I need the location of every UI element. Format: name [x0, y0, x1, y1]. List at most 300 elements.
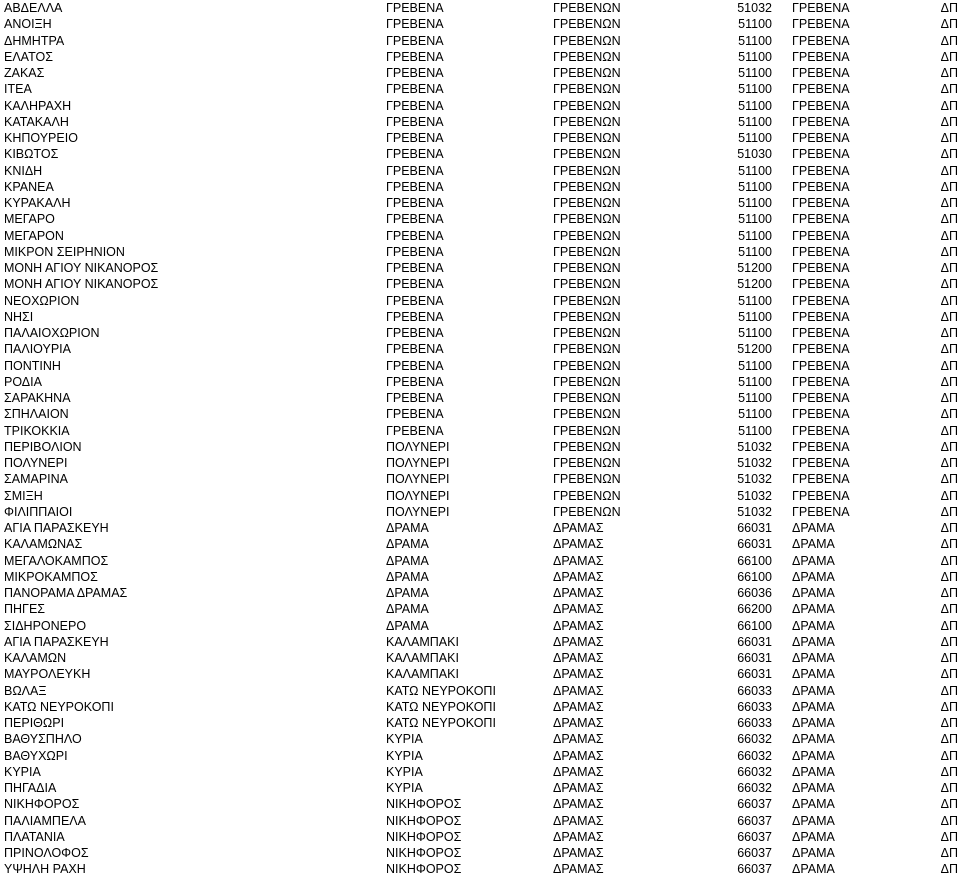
post-office-cell: ΓΡΕΒΕΝΑ: [792, 358, 850, 373]
postal-code-cell: 51032: [737, 456, 772, 470]
office-type-cell: ΔΠ: [940, 326, 958, 340]
locality-name-cell: ΙΤΕΑ: [4, 82, 32, 97]
office-type-cell: ΔΠ: [940, 699, 958, 714]
post-office-cell: ΓΡΕΒΕΝΑ: [792, 66, 850, 80]
locality-name-cell: ΒΑΘΥΧΩΡΙ: [4, 748, 68, 763]
prefecture-cell: ΓΡΕΒΕΝΩΝ: [553, 228, 621, 243]
prefecture-cell: ΓΡΕΒΕΝΩΝ: [553, 391, 621, 405]
prefecture-cell: ΓΡΕΒΕΝΩΝ: [553, 504, 621, 519]
postal-code-cell: 66037: [737, 829, 772, 844]
prefecture-cell: ΔΡΑΜΑΣ: [553, 862, 604, 877]
locality-name-cell: ΝΗΣΙ: [4, 309, 34, 324]
table-row: [0, 65, 960, 81]
postal-code-cell: 51100: [738, 423, 772, 438]
post-office-cell: ΓΡΕΒΕΝΑ: [792, 391, 850, 405]
locality-name-cell: ΚΗΠΟΥΡΕΙΟ: [4, 131, 78, 145]
postal-code-cell: 66037: [737, 862, 772, 877]
municipality-cell: ΓΡΕΒΕΝΑ: [386, 33, 444, 48]
municipality-cell: ΓΡΕΒΕΝΑ: [386, 163, 444, 178]
prefecture-cell: ΓΡΕΒΕΝΩΝ: [553, 342, 621, 357]
prefecture-cell: ΔΡΑΜΑΣ: [553, 781, 604, 795]
locality-name-cell: ΠΟΝΤΙΝΗ: [4, 358, 61, 373]
prefecture-cell: ΓΡΕΒΕΝΩΝ: [553, 374, 621, 389]
prefecture-cell: ΔΡΑΜΑΣ: [553, 683, 604, 698]
locality-name-cell: ΦΙΛΙΠΠΑΙΟΙ: [4, 504, 73, 519]
municipality-cell: ΓΡΕΒΕΝΑ: [386, 1, 444, 15]
office-type-cell: ΔΠ: [940, 98, 958, 113]
prefecture-cell: ΓΡΕΒΕΝΩΝ: [553, 196, 621, 210]
post-office-cell: ΔΡΑΜΑ: [792, 521, 835, 535]
table-row: [0, 731, 960, 747]
office-type-cell: ΔΠ: [940, 456, 958, 470]
table-row: [0, 211, 960, 227]
prefecture-cell: ΓΡΕΒΕΝΩΝ: [553, 179, 621, 194]
prefecture-cell: ΔΡΑΜΑΣ: [553, 699, 604, 714]
postal-code-cell: 51032: [737, 472, 772, 487]
postal-code-cell: 51100: [738, 228, 772, 243]
office-type-cell: ΔΠ: [940, 813, 958, 828]
prefecture-cell: ΓΡΕΒΕΝΩΝ: [553, 114, 621, 129]
post-office-cell: ΓΡΕΒΕΝΑ: [792, 407, 850, 422]
prefecture-cell: ΔΡΑΜΑΣ: [553, 569, 604, 584]
postal-code-cell: 51032: [737, 504, 772, 519]
municipality-cell: ΓΡΕΒΕΝΑ: [386, 342, 444, 357]
municipality-cell: ΓΡΕΒΕΝΑ: [386, 49, 444, 64]
office-type-cell: ΔΠ: [940, 748, 958, 763]
post-office-cell: ΔΡΑΜΑ: [792, 586, 835, 600]
office-type-cell: ΔΠ: [940, 586, 958, 600]
postal-code-cell: 51100: [738, 374, 772, 389]
table-row: [0, 130, 960, 146]
locality-name-cell: ΠΗΓΑΔΙΑ: [4, 781, 57, 795]
office-type-cell: ΔΠ: [940, 163, 958, 178]
municipality-cell: ΓΡΕΒΕΝΑ: [386, 98, 444, 113]
prefecture-cell: ΓΡΕΒΕΝΩΝ: [553, 277, 621, 292]
locality-name-cell: ΠΟΛΥΝΕΡΙ: [4, 456, 68, 470]
postal-code-cell: 66031: [737, 521, 772, 535]
table-row: [0, 569, 960, 585]
office-type-cell: ΔΠ: [940, 374, 958, 389]
prefecture-cell: ΔΡΑΜΑΣ: [553, 829, 604, 844]
office-type-cell: ΔΠ: [940, 1, 958, 15]
municipality-cell: ΓΡΕΒΕΝΑ: [386, 228, 444, 243]
municipality-cell: ΚΑΤΩ ΝΕΥΡΟΚΟΠΙ: [386, 683, 496, 698]
locality-name-cell: ΤΡΙΚΟΚΚΙΑ: [4, 423, 70, 438]
office-type-cell: ΔΠ: [940, 277, 958, 292]
prefecture-cell: ΔΡΑΜΑΣ: [553, 521, 604, 535]
prefecture-cell: ΓΡΕΒΕΝΩΝ: [553, 17, 621, 32]
postal-code-cell: 51100: [738, 33, 772, 48]
municipality-cell: ΚΥΡΙΑ: [386, 748, 423, 763]
locality-name-cell: ΚΥΡΑΚΑΛΗ: [4, 196, 71, 210]
office-type-cell: ΔΠ: [940, 618, 958, 633]
office-type-cell: ΔΠ: [940, 49, 958, 64]
table-row: [0, 764, 960, 780]
municipality-cell: ΔΡΑΜΑ: [386, 618, 429, 633]
table-row: [0, 536, 960, 552]
locality-name-cell: ΡΟΔΙΑ: [4, 374, 42, 389]
postal-code-cell: 66033: [737, 683, 772, 698]
office-type-cell: ΔΠ: [940, 309, 958, 324]
locality-name-cell: ΚΡΑΝΕΑ: [4, 179, 54, 194]
table-row: [0, 861, 960, 877]
table-row: [0, 309, 960, 325]
locality-name-cell: ΑΒΔΕΛΛΑ: [4, 1, 63, 15]
table-row: [0, 98, 960, 114]
post-office-cell: ΓΡΕΒΕΝΑ: [792, 114, 850, 129]
locality-name-cell: ΔΗΜΗΤΡΑ: [4, 33, 65, 48]
municipality-cell: ΚΑΛΑΜΠΑΚΙ: [386, 651, 459, 665]
office-type-cell: ΔΠ: [940, 244, 958, 259]
postal-code-cell: 66032: [737, 732, 772, 747]
locality-name-cell: ΝΕΟΧΩΡΙΟΝ: [4, 293, 80, 308]
locality-name-cell: ΜΙΚΡΟΝ ΣΕΙΡΗΝΙΟΝ: [4, 244, 125, 259]
post-office-cell: ΔΡΑΜΑ: [792, 634, 835, 649]
table-row: [0, 715, 960, 731]
locality-name-cell: ΠΑΛΙΟΥΡΙΑ: [4, 342, 71, 357]
office-type-cell: ΔΠ: [940, 521, 958, 535]
table-row: [0, 163, 960, 179]
prefecture-cell: ΓΡΕΒΕΝΩΝ: [553, 212, 621, 227]
locality-name-cell: ΣΙΔΗΡΟΝΕΡΟ: [4, 618, 87, 633]
municipality-cell: ΓΡΕΒΕΝΑ: [386, 196, 444, 210]
prefecture-cell: ΓΡΕΒΕΝΩΝ: [553, 488, 621, 503]
post-office-cell: ΔΡΑΜΑ: [792, 781, 835, 795]
postal-code-cell: 66036: [737, 586, 772, 600]
postal-code-cell: 66033: [737, 699, 772, 714]
table-row: [0, 553, 960, 569]
office-type-cell: ΔΠ: [940, 764, 958, 779]
office-type-cell: ΔΠ: [940, 732, 958, 747]
office-type-cell: ΔΠ: [940, 179, 958, 194]
prefecture-cell: ΓΡΕΒΕΝΩΝ: [553, 1, 621, 15]
locality-name-cell: ΚΝΙΔΗ: [4, 163, 43, 178]
office-type-cell: ΔΠ: [940, 423, 958, 438]
locality-name-cell: ΜΑΥΡΟΛΕΥΚΗ: [4, 667, 91, 682]
table-row: [0, 618, 960, 634]
municipality-cell: ΚΑΤΩ ΝΕΥΡΟΚΟΠΙ: [386, 699, 496, 714]
office-type-cell: ΔΠ: [940, 716, 958, 730]
municipality-cell: ΓΡΕΒΕΝΑ: [386, 293, 444, 308]
office-type-cell: ΔΠ: [940, 147, 958, 162]
table-row: [0, 33, 960, 49]
post-office-cell: ΔΡΑΜΑ: [792, 748, 835, 763]
municipality-cell: ΠΟΛΥΝΕΡΙ: [386, 439, 450, 454]
locality-name-cell: ΣΜΙΞΗ: [4, 488, 43, 503]
municipality-cell: ΔΡΑΜΑ: [386, 569, 429, 584]
locality-name-cell: ΚΙΒΩΤΟΣ: [4, 147, 59, 162]
municipality-cell: ΔΡΑΜΑ: [386, 553, 429, 568]
postal-code-cell: 66031: [737, 651, 772, 665]
prefecture-cell: ΓΡΕΒΕΝΩΝ: [553, 131, 621, 145]
municipality-cell: ΠΟΛΥΝΕΡΙ: [386, 472, 450, 487]
postal-code-cell: 51100: [738, 114, 772, 129]
municipality-cell: ΓΡΕΒΕΝΑ: [386, 391, 444, 405]
post-office-cell: ΓΡΕΒΕΝΑ: [792, 196, 850, 210]
postal-code-cell: 51100: [738, 49, 772, 64]
table-row: [0, 796, 960, 812]
municipality-cell: ΠΟΛΥΝΕΡΙ: [386, 488, 450, 503]
office-type-cell: ΔΠ: [940, 667, 958, 682]
post-office-cell: ΓΡΕΒΕΝΑ: [792, 504, 850, 519]
table-row: [0, 504, 960, 520]
postal-code-cell: 51100: [738, 358, 772, 373]
municipality-cell: ΝΙΚΗΦΟΡΟΣ: [386, 797, 462, 812]
post-office-cell: ΓΡΕΒΕΝΑ: [792, 472, 850, 487]
postal-code-cell: 51200: [737, 261, 772, 275]
municipality-cell: ΓΡΕΒΕΝΑ: [386, 407, 444, 422]
postal-code-cell: 51100: [738, 163, 772, 178]
prefecture-cell: ΓΡΕΒΕΝΩΝ: [553, 147, 621, 162]
office-type-cell: ΔΠ: [940, 358, 958, 373]
municipality-cell: ΚΑΛΑΜΠΑΚΙ: [386, 634, 459, 649]
prefecture-cell: ΓΡΕΒΕΝΩΝ: [553, 82, 621, 97]
table-row: [0, 520, 960, 536]
office-type-cell: ΔΠ: [940, 33, 958, 48]
office-type-cell: ΔΠ: [940, 829, 958, 844]
office-type-cell: ΔΠ: [940, 504, 958, 519]
postal-code-cell: 51030: [737, 147, 772, 162]
prefecture-cell: ΓΡΕΒΕΝΩΝ: [553, 33, 621, 48]
locality-name-cell: ΖΑΚΑΣ: [4, 66, 45, 80]
municipality-cell: ΚΥΡΙΑ: [386, 781, 423, 795]
table-row: [0, 260, 960, 276]
locality-name-cell: ΣΑΡΑΚΗΝΑ: [4, 391, 71, 405]
office-type-cell: ΔΠ: [940, 114, 958, 129]
prefecture-cell: ΓΡΕΒΕΝΩΝ: [553, 439, 621, 454]
postal-code-cell: 51200: [737, 342, 772, 357]
prefecture-cell: ΔΡΑΜΑΣ: [553, 651, 604, 665]
post-office-cell: ΓΡΕΒΕΝΑ: [792, 326, 850, 340]
prefecture-cell: ΔΡΑΜΑΣ: [553, 667, 604, 682]
prefecture-cell: ΔΡΑΜΑΣ: [553, 716, 604, 730]
postal-code-cell: 51100: [738, 326, 772, 340]
office-type-cell: ΔΠ: [940, 553, 958, 568]
locality-name-cell: ΜΕΓΑΡΟ: [4, 212, 55, 227]
locality-name-cell: ΒΩΛΑΞ: [4, 683, 47, 698]
post-office-cell: ΓΡΕΒΕΝΑ: [792, 293, 850, 308]
table-row: [0, 325, 960, 341]
postal-code-cell: 51032: [737, 488, 772, 503]
office-type-cell: ΔΠ: [940, 781, 958, 795]
office-type-cell: ΔΠ: [940, 488, 958, 503]
prefecture-cell: ΓΡΕΒΕΝΩΝ: [553, 358, 621, 373]
table-row: [0, 488, 960, 504]
postal-code-cell: 66100: [737, 553, 772, 568]
postal-code-cell: 51100: [738, 407, 772, 422]
postal-code-cell: 66037: [737, 846, 772, 860]
prefecture-cell: ΔΡΑΜΑΣ: [553, 618, 604, 633]
postal-code-cell: 66033: [737, 716, 772, 730]
postal-code-cell: 51100: [738, 391, 772, 405]
postal-code-cell: 51100: [738, 98, 772, 113]
prefecture-cell: ΓΡΕΒΕΝΩΝ: [553, 423, 621, 438]
locality-name-cell: ΣΠΗΛΑΙΟΝ: [4, 407, 69, 422]
table-row: [0, 780, 960, 796]
post-office-cell: ΔΡΑΜΑ: [792, 732, 835, 747]
locality-name-cell: ΠΡΙΝΟΛΟΦΟΣ: [4, 846, 89, 860]
postal-code-cell: 66100: [737, 618, 772, 633]
municipality-cell: ΓΡΕΒΕΝΑ: [386, 358, 444, 373]
prefecture-cell: ΓΡΕΒΕΝΩΝ: [553, 309, 621, 324]
postal-code-cell: 51100: [738, 131, 772, 145]
municipality-cell: ΠΟΛΥΝΕΡΙ: [386, 456, 450, 470]
prefecture-cell: ΔΡΑΜΑΣ: [553, 553, 604, 568]
post-office-cell: ΔΡΑΜΑ: [792, 537, 835, 552]
post-office-cell: ΓΡΕΒΕΝΑ: [792, 439, 850, 454]
office-type-cell: ΔΠ: [940, 862, 958, 877]
prefecture-cell: ΔΡΑΜΑΣ: [553, 748, 604, 763]
prefecture-cell: ΓΡΕΒΕΝΩΝ: [553, 472, 621, 487]
locality-name-cell: ΠΑΛΑΙΟΧΩΡΙΟΝ: [4, 326, 100, 340]
office-type-cell: ΔΠ: [940, 228, 958, 243]
postal-code-cell: 51032: [737, 1, 772, 15]
post-office-cell: ΓΡΕΒΕΝΑ: [792, 456, 850, 470]
postal-code-cell: 51200: [737, 277, 772, 292]
prefecture-cell: ΓΡΕΒΕΝΩΝ: [553, 244, 621, 259]
office-type-cell: ΔΠ: [940, 407, 958, 422]
prefecture-cell: ΓΡΕΒΕΝΩΝ: [553, 163, 621, 178]
postal-code-cell: 66031: [737, 634, 772, 649]
locality-name-cell: ΠΗΓΕΣ: [4, 602, 46, 617]
table-row: [0, 439, 960, 455]
municipality-cell: ΔΡΑΜΑ: [386, 537, 429, 552]
post-office-cell: ΔΡΑΜΑ: [792, 813, 835, 828]
prefecture-cell: ΔΡΑΜΑΣ: [553, 602, 604, 617]
locality-name-cell: ΠΕΡΙΒΟΛΙΟΝ: [4, 439, 82, 454]
postal-code-cell: 66032: [737, 764, 772, 779]
office-type-cell: ΔΠ: [940, 439, 958, 454]
postal-code-cell: 66032: [737, 781, 772, 795]
table-row: [0, 601, 960, 617]
municipality-cell: ΝΙΚΗΦΟΡΟΣ: [386, 829, 462, 844]
locality-name-cell: ΜΕΓΑΡΟΝ: [4, 228, 64, 243]
office-type-cell: ΔΠ: [940, 212, 958, 227]
locality-name-cell: ΜΙΚΡΟΚΑΜΠΟΣ: [4, 569, 98, 584]
municipality-cell: ΓΡΕΒΕΝΑ: [386, 374, 444, 389]
municipality-cell: ΚΑΤΩ ΝΕΥΡΟΚΟΠΙ: [386, 716, 496, 730]
post-office-cell: ΓΡΕΒΕΝΑ: [792, 488, 850, 503]
post-office-cell: ΔΡΑΜΑ: [792, 569, 835, 584]
post-office-cell: ΔΡΑΜΑ: [792, 683, 835, 698]
municipality-cell: ΓΡΕΒΕΝΑ: [386, 277, 444, 292]
municipality-cell: ΚΥΡΙΑ: [386, 732, 423, 747]
post-office-cell: ΔΡΑΜΑ: [792, 862, 835, 877]
office-type-cell: ΔΠ: [940, 342, 958, 357]
post-office-cell: ΔΡΑΜΑ: [792, 716, 835, 730]
locality-name-cell: ΜΕΓΑΛΟΚΑΜΠΟΣ: [4, 553, 109, 568]
municipality-cell: ΓΡΕΒΕΝΑ: [386, 309, 444, 324]
postal-code-cell: 66037: [737, 813, 772, 828]
post-office-cell: ΔΡΑΜΑ: [792, 846, 835, 860]
table-row: [0, 81, 960, 97]
office-type-cell: ΔΠ: [940, 196, 958, 210]
municipality-cell: ΓΡΕΒΕΝΑ: [386, 326, 444, 340]
postal-code-cell: 51100: [738, 179, 772, 194]
municipality-cell: ΓΡΕΒΕΝΑ: [386, 147, 444, 162]
table-row: [0, 634, 960, 650]
locality-name-cell: ΠΛΑΤΑΝΙΑ: [4, 829, 65, 844]
locality-name-cell: ΑΓΙΑ ΠΑΡΑΣΚΕΥΗ: [4, 634, 109, 649]
table-row: [0, 195, 960, 211]
office-type-cell: ΔΠ: [940, 293, 958, 308]
post-office-cell: ΓΡΕΒΕΝΑ: [792, 228, 850, 243]
office-type-cell: ΔΠ: [940, 472, 958, 487]
table-row: [0, 374, 960, 390]
office-type-cell: ΔΠ: [940, 131, 958, 145]
postal-code-cell: 66037: [737, 797, 772, 812]
postal-code-cell: 51100: [738, 66, 772, 80]
locality-name-cell: ΕΛΑΤΟΣ: [4, 49, 53, 64]
municipality-cell: ΓΡΕΒΕΝΑ: [386, 66, 444, 80]
locality-name-cell: ΚΑΤΑΚΑΛΗ: [4, 114, 69, 129]
post-office-cell: ΓΡΕΒΕΝΑ: [792, 277, 850, 292]
table-row: [0, 276, 960, 292]
municipality-cell: ΔΡΑΜΑ: [386, 586, 429, 600]
office-type-cell: ΔΠ: [940, 537, 958, 552]
post-office-cell: ΓΡΕΒΕΝΑ: [792, 342, 850, 357]
post-office-cell: ΓΡΕΒΕΝΑ: [792, 82, 850, 97]
office-type-cell: ΔΠ: [940, 634, 958, 649]
post-office-cell: ΓΡΕΒΕΝΑ: [792, 147, 850, 162]
locality-name-cell: ΚΑΛΑΜΩΝ: [4, 651, 67, 665]
post-office-cell: ΓΡΕΒΕΝΑ: [792, 374, 850, 389]
postal-code-cell: 51032: [737, 439, 772, 454]
table-row: [0, 114, 960, 130]
prefecture-cell: ΓΡΕΒΕΝΩΝ: [553, 66, 621, 80]
table-row: [0, 16, 960, 32]
prefecture-cell: ΔΡΑΜΑΣ: [553, 846, 604, 860]
municipality-cell: ΝΙΚΗΦΟΡΟΣ: [386, 862, 462, 877]
locality-name-cell: ΚΑΛΗΡΑΧΗ: [4, 98, 72, 113]
locality-name-cell: ΚΑΛΑΜΩΝΑΣ: [4, 537, 83, 552]
table-row: [0, 748, 960, 764]
table-row: [0, 49, 960, 65]
table-row: [0, 390, 960, 406]
office-type-cell: ΔΠ: [940, 797, 958, 812]
prefecture-cell: ΔΡΑΜΑΣ: [553, 764, 604, 779]
office-type-cell: ΔΠ: [940, 66, 958, 80]
prefecture-cell: ΔΡΑΜΑΣ: [553, 586, 604, 600]
table-row: [0, 179, 960, 195]
table-row: [0, 650, 960, 666]
office-type-cell: ΔΠ: [940, 569, 958, 584]
table-row: [0, 813, 960, 829]
municipality-cell: ΓΡΕΒΕΝΑ: [386, 244, 444, 259]
postal-code-cell: 51100: [738, 82, 772, 97]
municipality-cell: ΝΙΚΗΦΟΡΟΣ: [386, 846, 462, 860]
post-office-cell: ΓΡΕΒΕΝΑ: [792, 98, 850, 113]
post-office-cell: ΓΡΕΒΕΝΑ: [792, 212, 850, 227]
postal-code-cell: 66200: [737, 602, 772, 617]
office-type-cell: ΔΠ: [940, 261, 958, 275]
table-row: [0, 585, 960, 601]
post-office-cell: ΓΡΕΒΕΝΑ: [792, 423, 850, 438]
municipality-cell: ΓΡΕΒΕΝΑ: [386, 17, 444, 32]
prefecture-cell: ΔΡΑΜΑΣ: [553, 797, 604, 812]
table-row: [0, 699, 960, 715]
table-row: [0, 244, 960, 260]
municipality-cell: ΚΑΛΑΜΠΑΚΙ: [386, 667, 459, 682]
post-office-cell: ΔΡΑΜΑ: [792, 618, 835, 633]
post-office-cell: ΔΡΑΜΑ: [792, 764, 835, 779]
prefecture-cell: ΓΡΕΒΕΝΩΝ: [553, 407, 621, 422]
prefecture-cell: ΓΡΕΒΕΝΩΝ: [553, 456, 621, 470]
locality-name-cell: ΥΨΗΛΗ ΡΑΧΗ: [4, 862, 86, 877]
table-row: [0, 455, 960, 471]
table-row: [0, 471, 960, 487]
post-office-cell: ΓΡΕΒΕΝΑ: [792, 244, 850, 259]
